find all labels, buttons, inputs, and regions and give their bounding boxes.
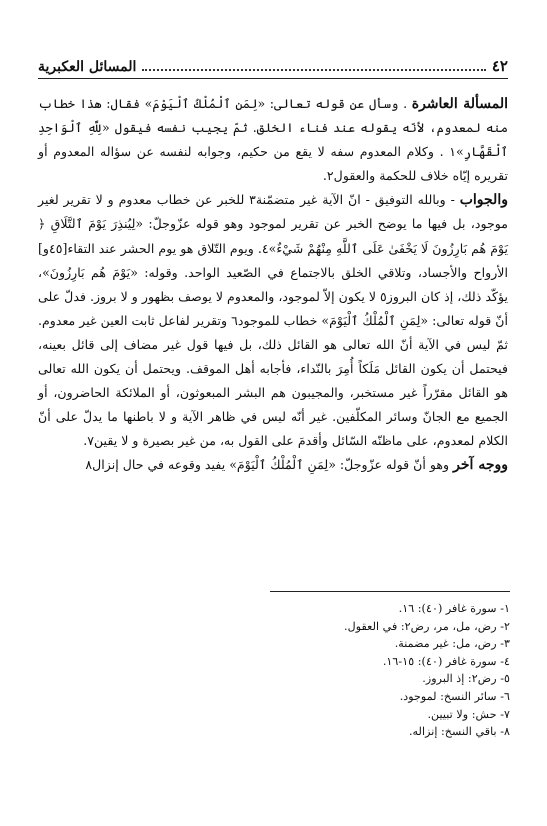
footnote-separator [270, 591, 510, 592]
question-heading: المسألة العاشرة [411, 96, 508, 112]
footnote-item: ١- سورة غافر (٤٠): ١٦. [398, 602, 510, 615]
footnote-item: ٧- حش: ولا تبيين. [427, 707, 510, 721]
paragraph-question-ten [38, 92, 508, 188]
answer-heading: والجواب [459, 192, 508, 209]
footnote-item: ٨- باقي النسخ: إنزاله. [409, 725, 510, 739]
paragraph-another-aspect [38, 453, 508, 477]
question-text: . وسأل عن قوله تعالى: «لِمَنِ ٱلْمُلْكُ ٱلْيَوْمَ» فقال: هذا خطاب منه لمعدوم، لأنّه يقوله عند فناء الخلق. ثمّ يجيب نفسه فيقول «لِلَّهِ ٱلْوَاحِدِ ٱلْقَهَّارِ»١ . وكلام المعدوم سفه لا يقع من حكيم، وجوابه لنفسه عن سؤاله المعدوم أو تقريره إيّاه خلاف للحكمة والعقول٢. [38, 96, 508, 184]
running-title: المسائل العكبرية [38, 59, 137, 75]
footnote-item: ٦- سائر النسخ: لموجود. [399, 689, 510, 703]
page-number: ٤٢ [491, 57, 508, 75]
answer-text: - وبالله التوفيق - انّ الآية غير متضمّنة٣ للخبر عن خطاب معدوم و لا تقرير لغير موجود، بل فيها ما يوضح الخبر عن تقرير لموجود وهو قوله عزّوجلّ: «لِيُنذِرَ يَوْمَ ٱلتَّلَاقِ ﴿ يَوْمَ هُم بَارِزُونَ لَا يَخْفَىٰ عَلَى ٱللَّهِ مِنْهُمْ شَيْءٌ»٤. ويوم التّلاق هو يوم الحشر عند التقاء[٤٥و] الأرواح والأجساد، وتلاقي الخلق بالاجتماع في الصّعيد الواحد. وقوله: «يَوْمَ هُم بَارِزُونَ»، يؤكّد ذلك، إذ كان البروز٥ لا يكون إلاّ لموجود، والمعدوم لا يوصف بظهور و لا بروز. فدلّ على أنّ قوله تعالى: «لِمَنِ ٱلْمُلْكُ ٱلْيَوْمَ» خطاب للموجود٦ وتقرير لفاعل ثابت العين غير معدوم. ثمّ ليس في الآية أنّ الله تعالى هو القائل ذلك، بل فيها قول غير مضاف إلى قائل بعينه، فيحتمل أن يكون القائل مَلَكاً أُمِرَ بالنّداء، فأجابه أهل الموقف. ويحتمل أن يكون الله تعالى هو القائل مقرّراً غير مستخبر، والمجيبون هم البشر المبعوثون، أو الملائكة الحاضرون، أو الجميع مع الجانّ وسائر المكلّفين. غير أنّه ليس في ظاهر الآية و لا باطنها ما يدلّ على أنّ الكلام لمعدوم، على ماظنّه السّائل وأقدمَ على القول به، من غير بصيرة و لا يقين٧. [37, 192, 509, 449]
footnote-item: ٣- رض، مل: غير مضمنة. [394, 637, 510, 651]
header-dotted-leader [142, 69, 486, 71]
main-text [38, 92, 508, 478]
paragraph-answer [38, 188, 508, 453]
footnotes [180, 600, 510, 741]
page-header [38, 52, 508, 79]
another-aspect-text: وهو أنّ قوله عزّوجلّ: «لِمَنِ ٱلْمُلْكُ ٱلْيَوْمَ» يفيد وقوعه في حال إنزال٨ [85, 457, 450, 473]
footnote-item: ٢- رض، مل، مر، رض٢: في العقول. [344, 619, 510, 633]
footnote-item: ٥- رض٢: إذ البروز. [422, 672, 510, 686]
footnote-item: ٤- سورة غافر (٤٠): ١٥-١٦. [382, 654, 510, 668]
another-aspect-heading: ووجه آخر [453, 457, 508, 474]
